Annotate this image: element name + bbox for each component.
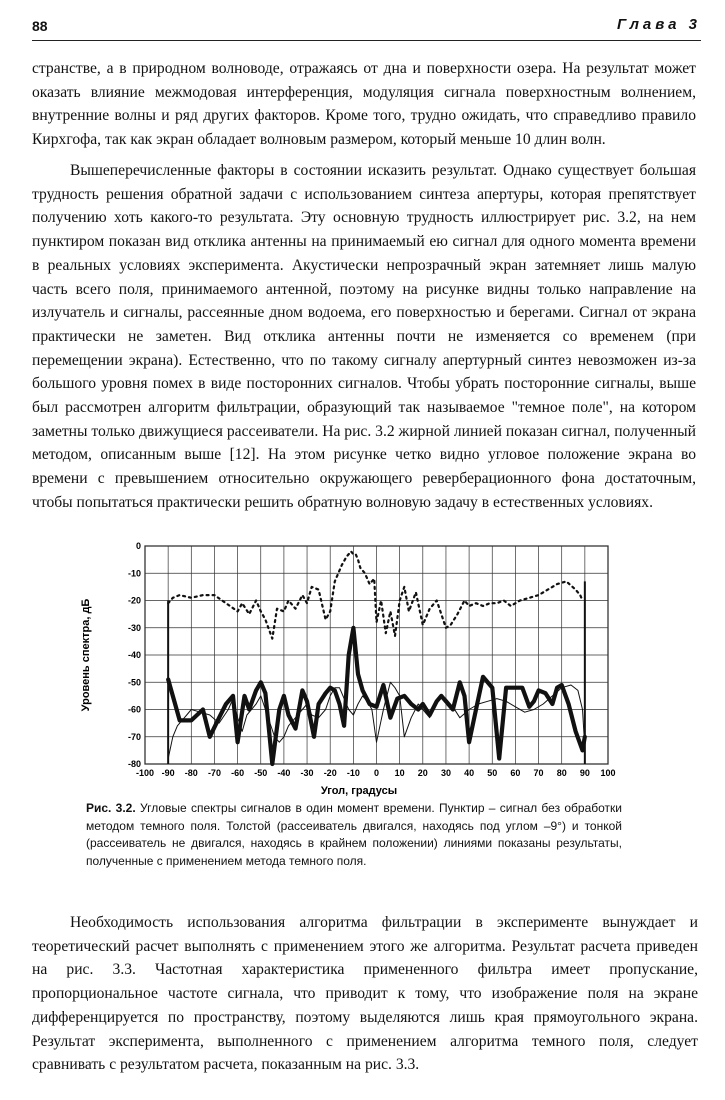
paragraph-2: Вышеперечисленные факторы в состоянии исказить результат. Однако существует большая трудность решения обратной задачи с использованием синтеза апертуры, которая препятствует получению хоть какого-то результата. Эту основную трудность иллюстрирует рис. 3.2, на нем пунктиром показан вид отклика антенны на принимаемый ею сигнал для одного момента времени в реальных условиях эксперимента. Акустически непрозрачный экран затемняет лишь малую часть всего поля, принимаемого антенной, поэтому на рисунке видны только направление на излучатель и сигналы, рассеянные дном водоема, его поверхностью и берегами. Сигнал от экрана практически не заметен. Вид отклика антенны почти не изменяется со временем (при перемещении экрана). Естественно, что по такому сигналу апертурный синтез невозможен из-за большого уровня помех в виде посторонних сигналов. Чтобы убрать посторонние сигналы, выше был рассмотрен алгоритм фильтрации, образующий так называемое "темное поле", на котором заметны только движущиеся рассеиватели. На рис. 3.2 жирной линией показан сигнал, полученный методом, описанным выше [12]. На этом рисунке четко видно угловое положение экрана во времени с превышением относительно окружающего реверберационного фона достаточным, чтобы попытаться практически решить обратную волновую задачу в естественных условиях. <box>32 162 696 511</box>
y-tick-label: -20 <box>127 595 141 606</box>
y-tick-label: -40 <box>127 650 141 660</box>
x-tick-label: 70 <box>533 768 544 778</box>
caption-text: Угловые спектры сигналов в один момент времени. Пунктир – сигнал без обработки методом темного поля. Толстой (рассеиватель двигался, находясь под углом –9°) и тонкой (рассеиватель не двигался, находясь в крайнем положении) линиями показаны результаты, полученные с применением метода темного поля. <box>86 801 622 868</box>
paragraph-3: Необходимость использования алгоритма фильтрации в эксперименте вынуждает и теоретический расчет выполнять с применением этого же алгоритма. Результат расчета приведен на рис. 3.3. Частотная характеристика примененного фильтра имеет пропускание, пропорциональное частоте сигнала, что приводит к тому, что изображение поля на экране дифференцируется по пространству, поэтому выделяются лишь края прямоугольного экрана. Результат эксперимента, выполненного с применением алгоритма темного поля, следует сравнивать с результатом расчета, показанным на рис. 3.3. <box>32 914 698 1074</box>
x-tick-label: 100 <box>600 768 616 778</box>
figure-3-2 <box>78 538 630 800</box>
x-tick-label: -10 <box>346 768 360 778</box>
x-tick-label: 50 <box>487 768 498 778</box>
x-tick-label: -70 <box>207 768 221 778</box>
y-axis-label: Уровень спектра, дБ <box>80 598 92 712</box>
x-tick-label: 40 <box>464 768 475 778</box>
y-tick-label: -30 <box>127 622 141 633</box>
x-tick-label: -30 <box>300 768 314 778</box>
header-rule <box>32 40 701 41</box>
figure-caption <box>86 800 622 870</box>
x-tick-label: 0 <box>373 768 380 778</box>
x-axis-label: Угол, градусы <box>320 785 398 797</box>
paragraph-1: странстве, а в природном волноводе, отражаясь от дна и поверхности озера. На результат может оказать влияние межмодовая интерференция, модуляция сигнала поверхностным волнением, внутренние волны и ряд других факторов. Кроме того, трудно ожидать, что справедливо правило Кирхгофа, так как экран обладает волновым размером, который меньше 10 длин волн. <box>32 60 696 149</box>
y-tick-label: -10 <box>127 568 141 579</box>
y-tick-label: -80 <box>127 759 141 769</box>
x-tick-label: 90 <box>579 768 590 778</box>
y-tick-label: 0 <box>135 541 141 551</box>
tick-labels <box>128 541 616 778</box>
page-header <box>32 12 701 38</box>
caption-label: Рис. 3.2. <box>86 801 136 815</box>
x-tick-label: 60 <box>510 768 521 778</box>
page-number: 88 <box>32 18 48 34</box>
x-tick-label: 30 <box>440 768 451 778</box>
x-tick-label: 10 <box>394 768 405 778</box>
x-tick-label: -50 <box>254 768 268 778</box>
x-tick-label: -100 <box>135 768 155 778</box>
x-tick-label: -60 <box>231 768 245 778</box>
y-tick-label: -70 <box>127 731 141 742</box>
x-tick-label: -90 <box>161 768 175 778</box>
y-tick-label: -60 <box>127 704 141 715</box>
series-dotted-raw-signal <box>168 551 582 638</box>
x-tick-label: 20 <box>417 768 428 778</box>
x-tick-label: -20 <box>323 768 337 778</box>
y-tick-label: -50 <box>127 677 141 688</box>
x-tick-label: 80 <box>556 768 567 778</box>
x-tick-label: -80 <box>184 768 198 778</box>
chapter-title: Глава 3 <box>616 16 701 33</box>
angular-spectrum-chart <box>78 538 630 800</box>
x-tick-label: -40 <box>277 768 291 778</box>
